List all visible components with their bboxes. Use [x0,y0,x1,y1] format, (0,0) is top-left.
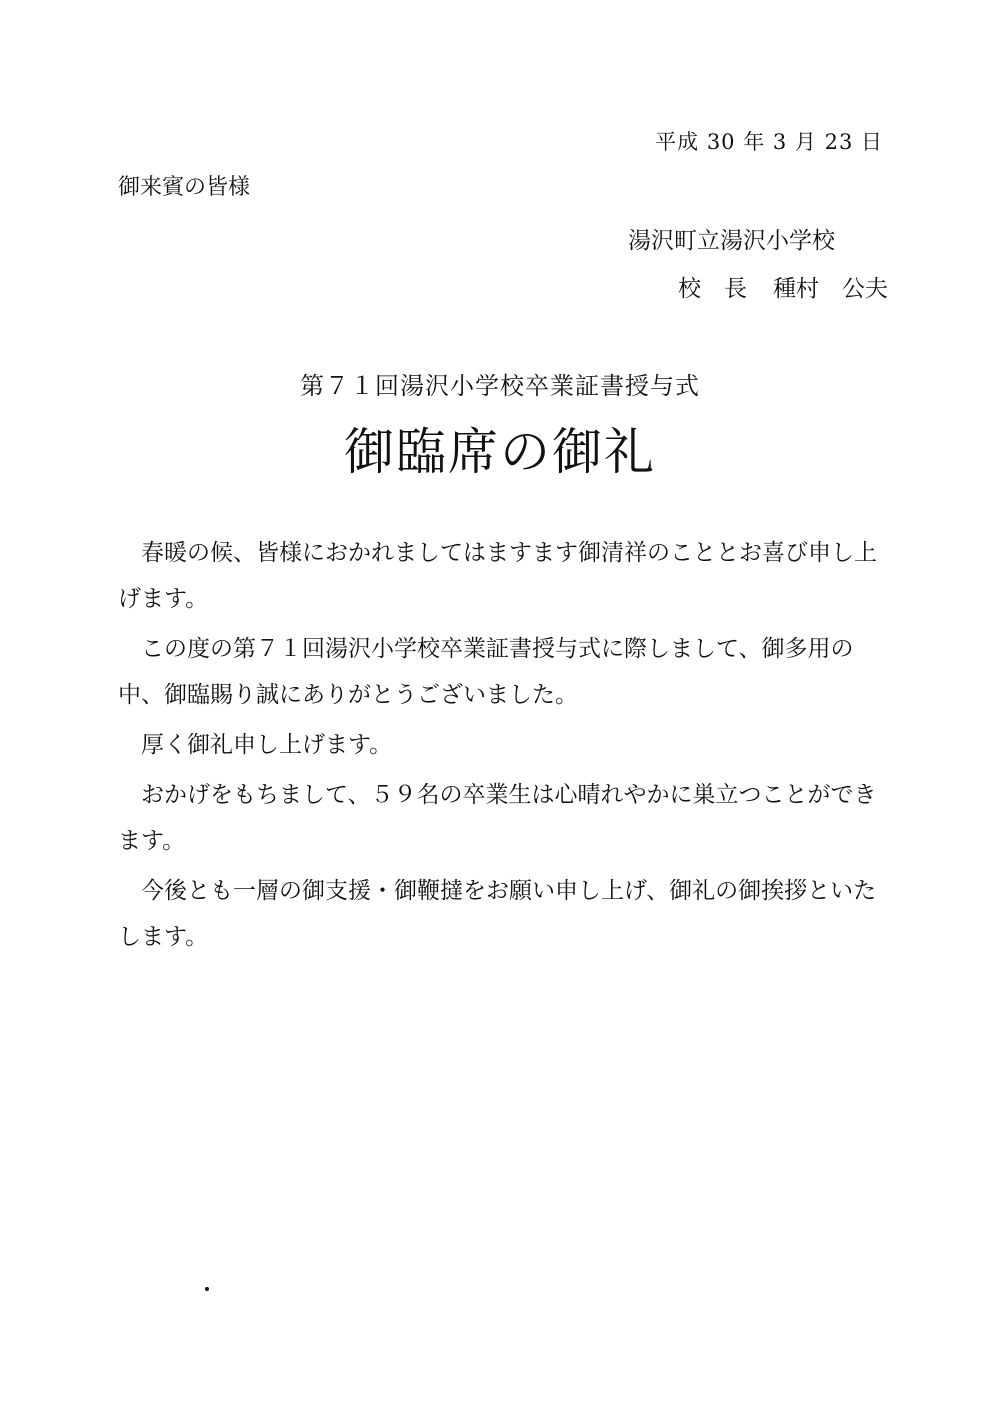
body-paragraph: 厚く御礼申し上げます。 [141,732,393,758]
letter-title: 御臨席の御礼 [344,423,656,481]
sender-school: 湯沢町立湯沢小学校 [628,228,835,254]
letter-subtitle: 第７１回湯沢小学校卒業証書授与式 [300,372,700,400]
body-paragraph: この度の第７１回湯沢小学校卒業証書授与式に際しまして、御多用の中、御臨賜り誠にありがとうございました。 [118,636,854,708]
letter-date: 平成 30 年 3 月 23 日 [655,130,883,154]
scan-speck [205,1287,209,1291]
body-paragraph: 今後とも一層の御支援・御鞭撻をお願い申し上げ、御礼の御挨拶といたします。 [118,878,877,950]
body-paragraph: おかげをもちまして、５９名の卒業生は心晴れやかに巣立つことができます。 [118,782,877,854]
letter-recipient: 御来賓の皆様 [118,175,251,200]
letter-body [118,530,888,964]
sender-title: 校 長 [678,276,747,302]
sender-principal [678,270,888,303]
body-paragraph: 春暖の候、皆様におかれましてはますます御清祥のこととお喜び申し上げます。 [118,540,877,612]
sender-name: 種村 公夫 [773,276,888,302]
